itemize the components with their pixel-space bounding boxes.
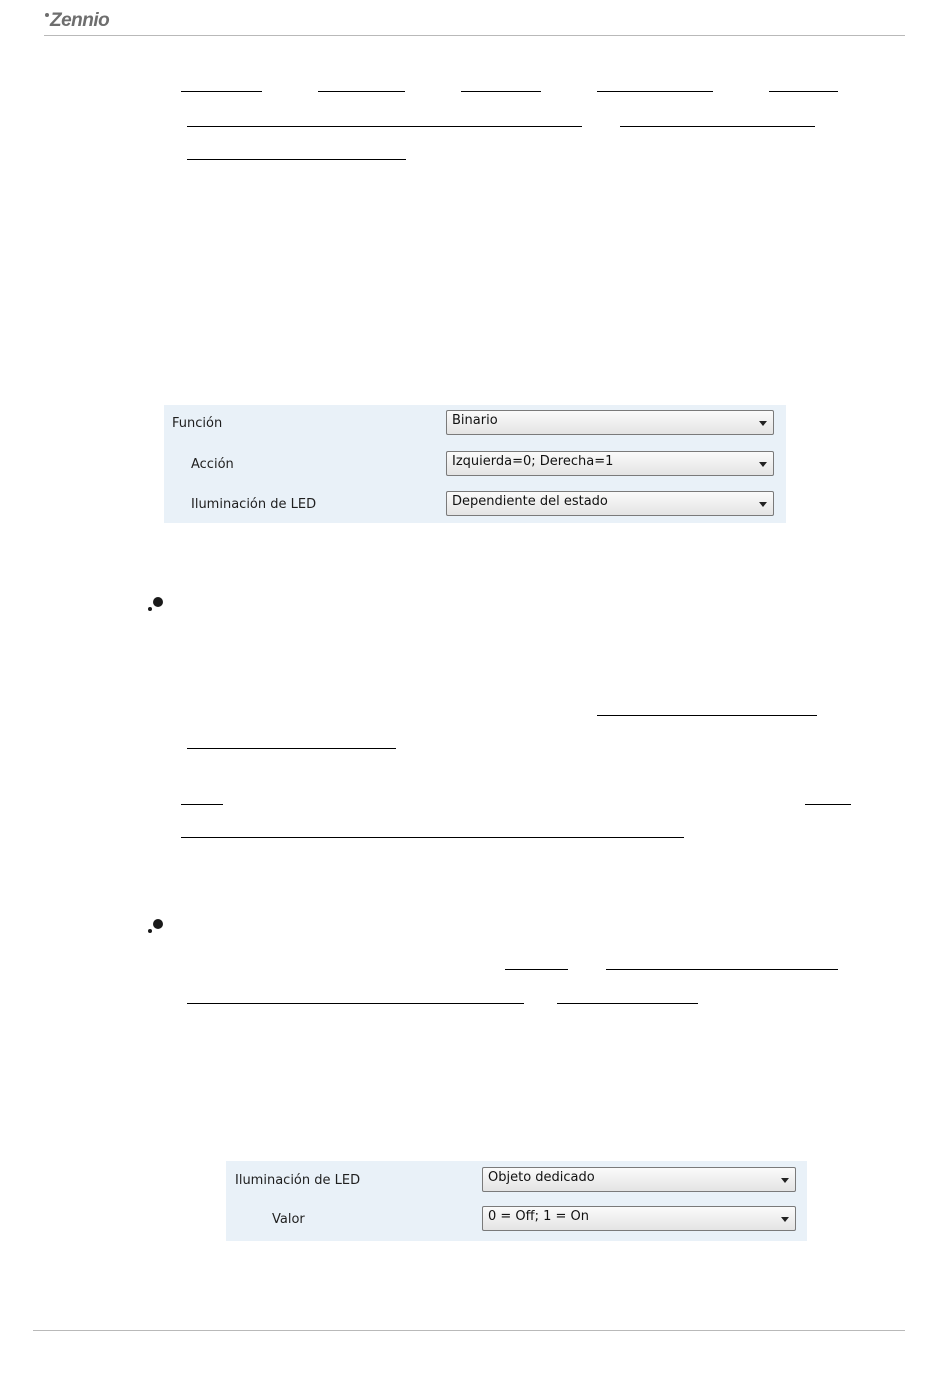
underline-link <box>597 715 817 716</box>
led-illumination-label: Iluminación de LED <box>191 497 317 512</box>
zennio-logo <box>45 10 109 32</box>
parameter-panel <box>164 405 786 523</box>
led-illumination-select[interactable] <box>446 491 774 516</box>
led-illumination-label: Iluminación de LED <box>235 1173 361 1188</box>
action-value: Izquierda=0; Derecha=1 <box>452 454 614 469</box>
led-illumination-value: Objeto dedicado <box>488 1170 595 1185</box>
underline-link <box>187 126 582 127</box>
brand-name: Zennio <box>50 10 110 31</box>
underline-link <box>620 126 815 127</box>
chevron-down-icon <box>759 462 767 467</box>
underline-link <box>181 837 684 838</box>
underline-link <box>187 1003 524 1004</box>
underline-link <box>318 91 405 92</box>
chevron-down-icon <box>781 1178 789 1183</box>
underline-link <box>187 748 396 749</box>
action-label: Acción <box>191 457 234 472</box>
led-illumination-select[interactable] <box>482 1167 796 1192</box>
led-illumination-value: Dependiente del estado <box>452 494 608 509</box>
footer-rule <box>33 1330 905 1331</box>
underline-link <box>461 91 541 92</box>
function-label: Función <box>172 416 223 431</box>
bullet-dot-icon <box>148 919 164 935</box>
header-rule <box>44 35 905 36</box>
underline-link <box>557 1003 698 1004</box>
function-select[interactable] <box>446 410 774 435</box>
value-select[interactable] <box>482 1206 796 1231</box>
function-value: Binario <box>452 413 498 428</box>
chevron-down-icon <box>781 1217 789 1222</box>
underline-link <box>505 969 568 970</box>
underline-link <box>805 804 851 805</box>
bullet-dot-icon <box>148 597 164 613</box>
underline-link <box>606 969 838 970</box>
underline-link <box>769 91 838 92</box>
underline-link <box>597 91 713 92</box>
value-label: Valor <box>272 1212 305 1227</box>
parameter-panel <box>226 1161 807 1241</box>
underline-link <box>181 91 262 92</box>
action-select[interactable] <box>446 451 774 476</box>
value-value: 0 = Off; 1 = On <box>488 1209 590 1224</box>
chevron-down-icon <box>759 502 767 507</box>
underline-link <box>181 804 223 805</box>
chevron-down-icon <box>759 421 767 426</box>
underline-link <box>187 159 406 160</box>
